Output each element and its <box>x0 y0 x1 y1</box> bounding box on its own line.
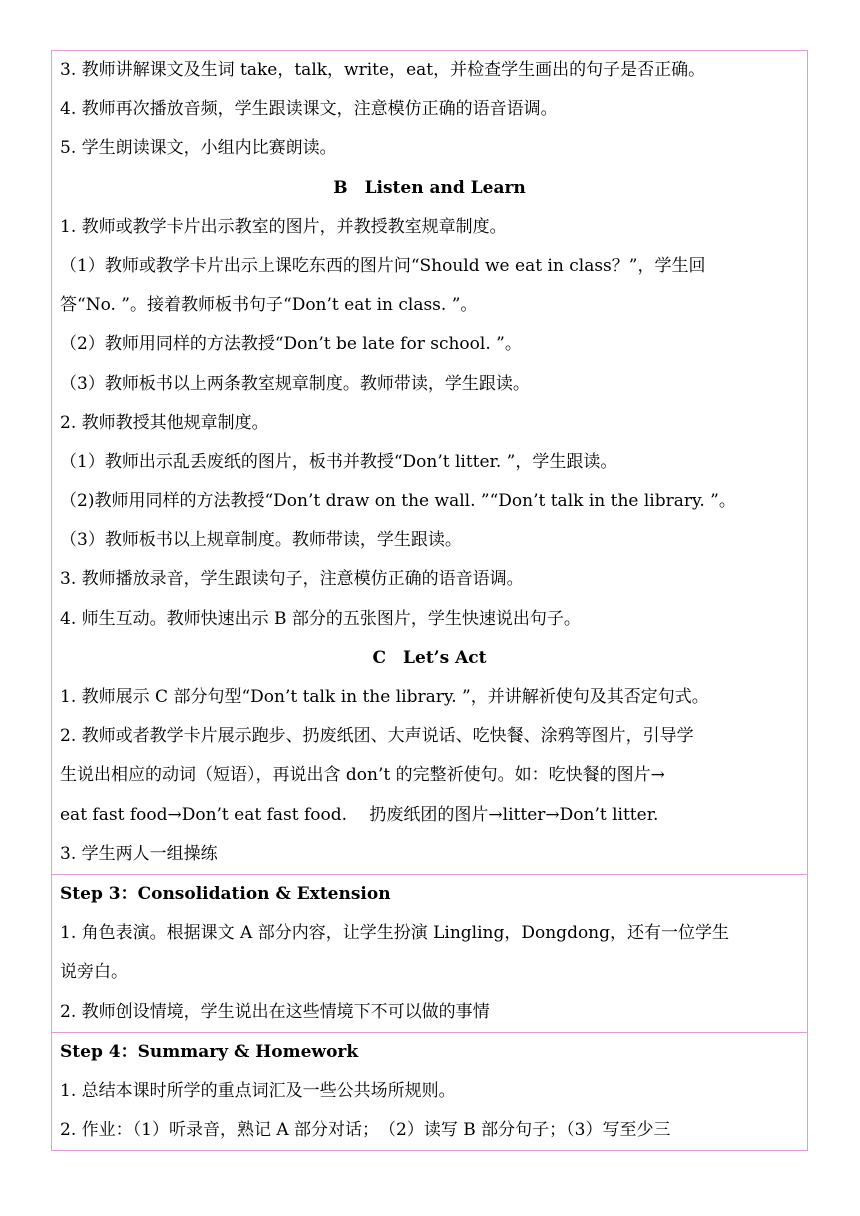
text-line: 1. 教师或教学卡片出示教室的图片，并教授教室规章制度。 <box>60 216 507 237</box>
text-line: （1）教师或教学卡片出示上课吃东西的图片问“Should we eat in class？”，学生回 <box>60 255 706 276</box>
text-line: 1. 教师展示 C 部分句型“Don’t talk in the library. ”，并讲解祈使句及其否定句式。 <box>60 687 709 707</box>
text-line: （3）教师板书以上两条教室规章制度。教师带读，学生跟读。 <box>60 373 530 394</box>
text-line: 4. 师生互动。教师快速出示 B 部分的五张图片，学生快速说出句子。 <box>60 608 581 629</box>
text-line: 3. 教师讲解课文及生词 take，talk，write，eat，并检查学生画出的句子是否正确。 <box>60 60 706 80</box>
text-line: 答“No. ”。接着教师板书句子“Don’t eat in class. ”。 <box>60 295 478 316</box>
text-line: 2. 作业：（1）听录音，熟记 A 部分对话； （2）读写 B 部分句子；（3）写至少三 <box>60 1120 671 1141</box>
text-line: 3. 学生两人一组操练 <box>60 843 218 864</box>
text-line: 4. 教师再次播放音频，学生跟读课文，注意模仿正确的语音语调。 <box>60 99 558 120</box>
text-line: 生说出相应的动词（短语），再说出含 don’t 的完整祈使句。如：吃快餐的图片→ <box>60 765 665 786</box>
text-line: 5. 学生朗读课文，小组内比赛朗读。 <box>60 138 337 159</box>
text-line: 2. 教师创设情境，学生说出在这些情境下不可以做的事情 <box>60 1001 490 1022</box>
text-line: eat fast food→Don’t eat fast food. 扔废纸团的图片→litter→Don’t litter. <box>60 804 659 825</box>
lesson-plan-table <box>51 50 808 1151</box>
section-heading-b: B Listen and Learn <box>333 177 526 198</box>
text-line: 2. 教师教授其他规章制度。 <box>60 412 269 433</box>
step3-title: Step 3：Consolidation & Extension <box>60 883 391 904</box>
text-line: （1）教师出示乱丢废纸的图片，板书并教授“Don’t litter. ”，学生跟读。 <box>60 451 618 472</box>
step3-cell <box>52 875 807 1033</box>
step4-cell <box>52 1033 807 1151</box>
lesson-steps-cell <box>52 51 807 875</box>
text-line: 1. 角色表演。根据课文 A 部分内容，让学生扮演 Lingling，Dongdong，还有一位学生 <box>60 923 730 944</box>
text-line: （3）教师板书以上规章制度。教师带读，学生跟读。 <box>60 530 462 551</box>
text-line: 说旁白。 <box>60 962 128 983</box>
section-heading-c: C Let’s Act <box>372 647 487 668</box>
step4-title: Step 4：Summary & Homework <box>60 1041 359 1062</box>
text-line: 3. 教师播放录音，学生跟读句子，注意模仿正确的语音语调。 <box>60 569 524 590</box>
text-line: （2）教师用同样的方法教授“Don’t be late for school. ”。 <box>60 334 522 355</box>
text-line: 2. 教师或者教学卡片展示跑步、扔废纸团、大声说话、吃快餐、涂鸦等图片，引导学 <box>60 726 694 747</box>
text-line: 1. 总结本课时所学的重点词汇及一些公共场所规则。 <box>60 1080 456 1101</box>
text-line: （2)教师用同样的方法教授“Don’t draw on the wall. ”“Don’t talk in the library. ”。 <box>60 491 736 512</box>
